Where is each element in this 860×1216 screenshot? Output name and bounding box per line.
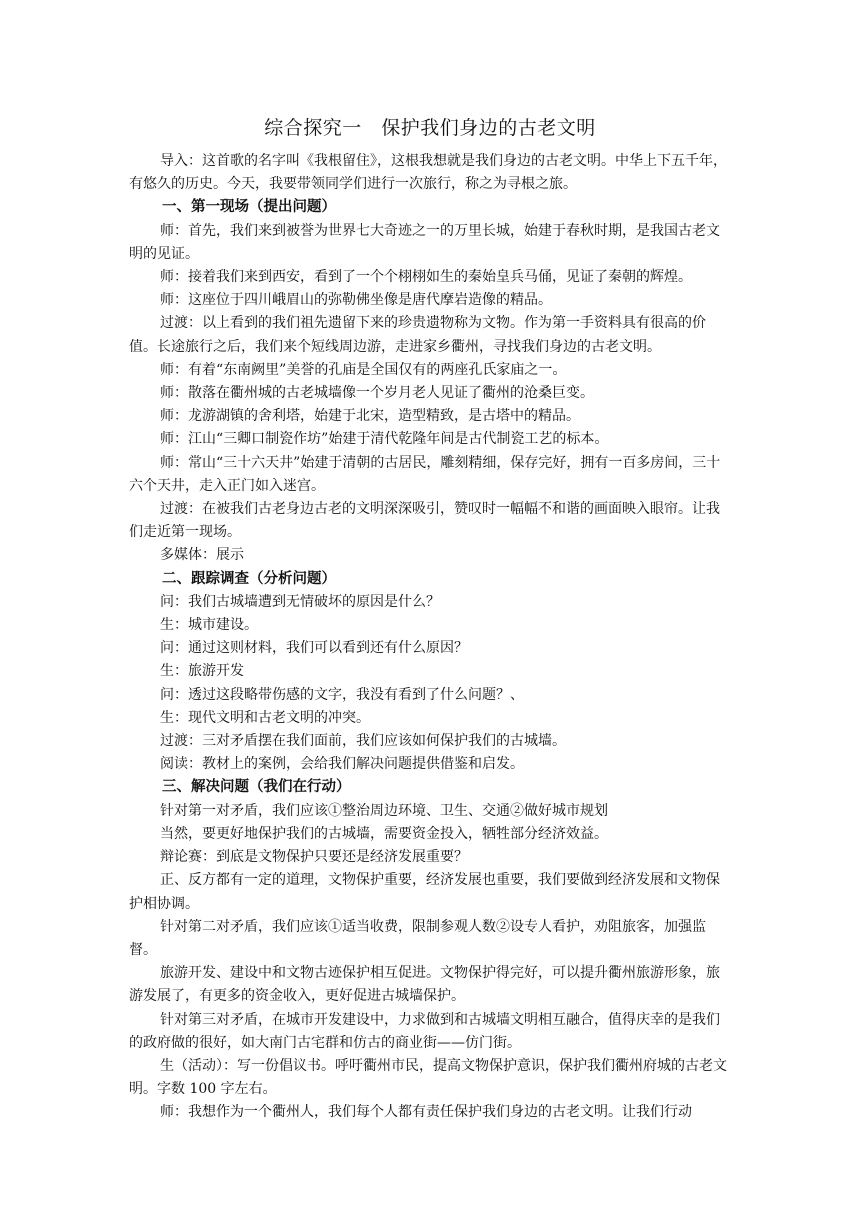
- paragraph: 针对第三对矛盾，在城市开发建设中，力求做到和古城墙文明相互融合，值得庆幸的是我们的政府做的很好，如大南门古宅群和仿古的商业街——仿门街。: [129, 1011, 720, 1051]
- paragraph: 师：有着“东南阙里”美誉的孔庙是全国仅有的两座孔氏家庙之一。: [160, 361, 567, 378]
- paragraph: 师：江山“三卿口制瓷作坊”始建于清代乾隆年间是古代制瓷工艺的标本。: [160, 431, 609, 448]
- section-heading: 一、第一现场（提出问题）: [162, 199, 336, 216]
- paragraph: 生：旅游开发: [160, 663, 244, 680]
- document-body: [129, 150, 731, 1125]
- paragraph: 针对第二对矛盾，我们应该①适当收费，限制参观人数②设专人看护，劝阻旅客，加强监督。: [129, 918, 706, 958]
- paragraph: 师：接着我们来到西安，看到了一个个栩栩如生的秦始皇兵马俑，见证了秦朝的辉煌。: [160, 269, 692, 286]
- document-title: 综合探究一 保护我们身边的古老文明: [264, 117, 596, 139]
- paragraph: 问：通过这则材料，我们可以看到还有什么原因？: [160, 640, 468, 657]
- paragraph: 过渡：在被我们古老身边古老的文明深深吸引，赞叹时一幅幅不和谐的画面映入眼帘。让我们走近第一现场。: [129, 501, 720, 541]
- paragraph: 问：我们古城墙遭到无情破坏的原因是什么？: [160, 593, 440, 610]
- paragraph: 师：我想作为一个衢州人，我们每个人都有责任保护我们身边的古老文明。让我们行动: [160, 1104, 692, 1121]
- paragraph: 针对第一对矛盾，我们应该①整治周边环境、卫生、交通②做好城市规划: [160, 802, 608, 819]
- paragraph: 阅读：教材上的案例，会给我们解决问题提供借鉴和启发。: [160, 756, 524, 773]
- paragraph: 问：透过这段略带伤感的文字，我没有看到了什么问题？、: [160, 686, 524, 703]
- paragraph: 过渡：三对矛盾摆在我们面前，我们应该如何保护我们的古城墙。: [160, 733, 566, 750]
- paragraph: 导入：这首歌的名字叫《我根留住》，这根我想就是我们身边的古老文明。中华上下五千年，有悠久的历史。今天，我要带领同学们进行一次旅行，称之为寻根之旅。: [129, 153, 727, 193]
- section-heading: 二、跟踪调查（分析问题）: [162, 570, 336, 587]
- paragraph: 旅游开发、建设中和文物古迹保护相互促进。文物保护得完好，可以提升衢州旅游形象，旅游发展了，有更多的资金收入，更好促进古城墙保护。: [129, 965, 720, 1005]
- section-heading: 三、解决问题（我们在行动）: [162, 779, 351, 796]
- paragraph: 师：这座位于四川峨眉山的弥勒佛坐像是唐代摩岩造像的精品。: [160, 292, 552, 309]
- paragraph: 师：散落在衢州城的古老城墙像一个岁月老人见证了衢州的沧桑巨变。: [160, 385, 594, 402]
- paragraph: 正、反方都有一定的道理，文物保护重要，经济发展也重要，我们要做到经济发展和文物保护相协调。: [129, 872, 720, 912]
- paragraph: 师：常山“三十六天井”始建于清朝的古居民，雕刻精细，保存完好，拥有一百多房间，三十六个天井，走入正门如入迷宫。: [129, 454, 721, 494]
- paragraph: 师：首先，我们来到被誉为世界七大奇迹之一的万里长城，始建于春秋时期，是我国古老文明的见证。: [129, 222, 720, 262]
- paragraph: 生：城市建设。: [160, 617, 258, 634]
- paragraph: 多媒体：展示: [160, 547, 244, 564]
- paragraph: 生：现代文明和古老文明的冲突。: [160, 709, 370, 726]
- paragraph: 生（活动）：写一份倡议书。呼吁衢州市民，提高文物保护意识，保护我们衢州府城的古老文明。字数 100 字左右。: [129, 1057, 727, 1098]
- paragraph: 当然，要更好地保护我们的古城墙，需要资金投入，牺牲部分经济效益。: [160, 825, 608, 842]
- paragraph: 师：龙游湖镇的舍利塔，始建于北宋，造型精致，是古塔中的精品。: [160, 408, 580, 425]
- paragraph: 过渡：以上看到的我们祖先遗留下来的珍贵遗物称为文物。作为第一手资料具有很高的价值。长途旅行之后，我们来个短线周边游，走进家乡衢州，寻找我们身边的古老文明。: [129, 315, 706, 355]
- paragraph: 辩论赛：到底是文物保护只要还是经济发展重要？: [160, 849, 468, 866]
